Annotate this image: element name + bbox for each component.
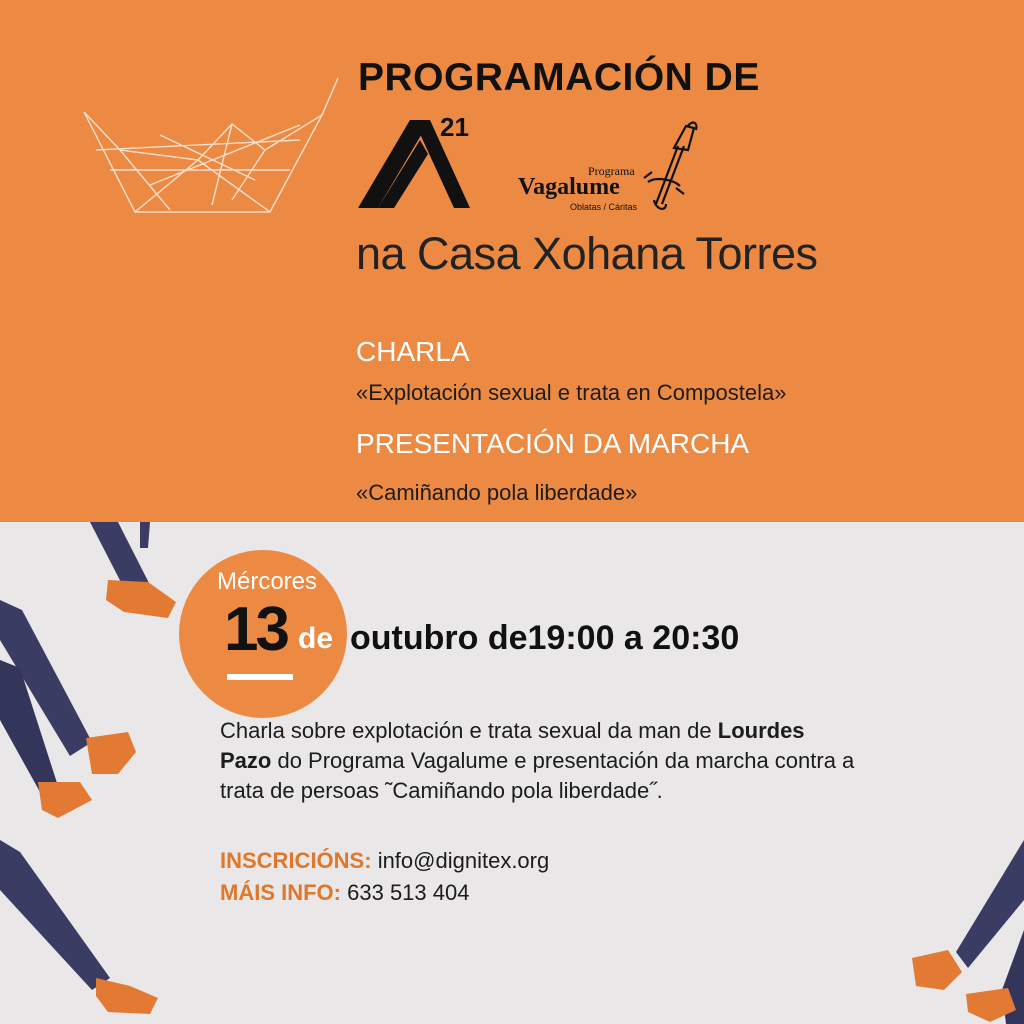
description-speaker-last: Pazo (220, 748, 272, 773)
vagalume-program-label: Programa (588, 164, 635, 178)
event-2-heading: PRESENTACIÓN DA MARCHA (356, 428, 750, 459)
description-part2: do Programa Vagalume e presentación da marcha contra a trata de persoas ˜Camiñando pola liberdade˝. (220, 748, 855, 803)
date-de: de (298, 622, 334, 655)
inscriptions-email[interactable]: info@dignitex.org (377, 848, 550, 873)
inscriptions-label: INSCRICIÓNS: (220, 848, 372, 873)
venue-text: na Casa Xohana Torres (356, 228, 818, 279)
vagalume-name: Vagalume (518, 174, 620, 200)
event-description (220, 716, 860, 806)
date-month-time: outubro de19:00 a 20:30 (350, 619, 740, 657)
paper-boat-icon (84, 78, 338, 212)
inscriptions-line (220, 848, 549, 874)
lantern-icon (516, 118, 706, 218)
description-part1: Charla sobre explotación e trata sexual da man de (220, 718, 718, 743)
description-speaker-first: Lourdes (717, 718, 805, 743)
a21-logo (358, 112, 478, 217)
event-2-title: «Camiñando pola liberdade» (356, 480, 638, 505)
date-weekday: Mércores (217, 568, 318, 595)
event-1-heading: CHARLA (356, 336, 470, 367)
program-title: PROGRAMACIÓN DE (358, 56, 760, 99)
vagalume-logo (516, 118, 706, 218)
date-underline (227, 674, 293, 680)
date-day: 13 (224, 595, 287, 664)
event-1-title: «Explotación sexual e trata en Compostela» (356, 380, 787, 405)
more-info-line (220, 880, 469, 906)
more-info-phone[interactable]: 633 513 404 (347, 880, 470, 905)
more-info-label: MÁIS INFO: (220, 880, 341, 905)
a21-superscript: 21 (440, 112, 469, 142)
vagalume-subtitle: Oblatas / Cáritas (570, 202, 638, 212)
